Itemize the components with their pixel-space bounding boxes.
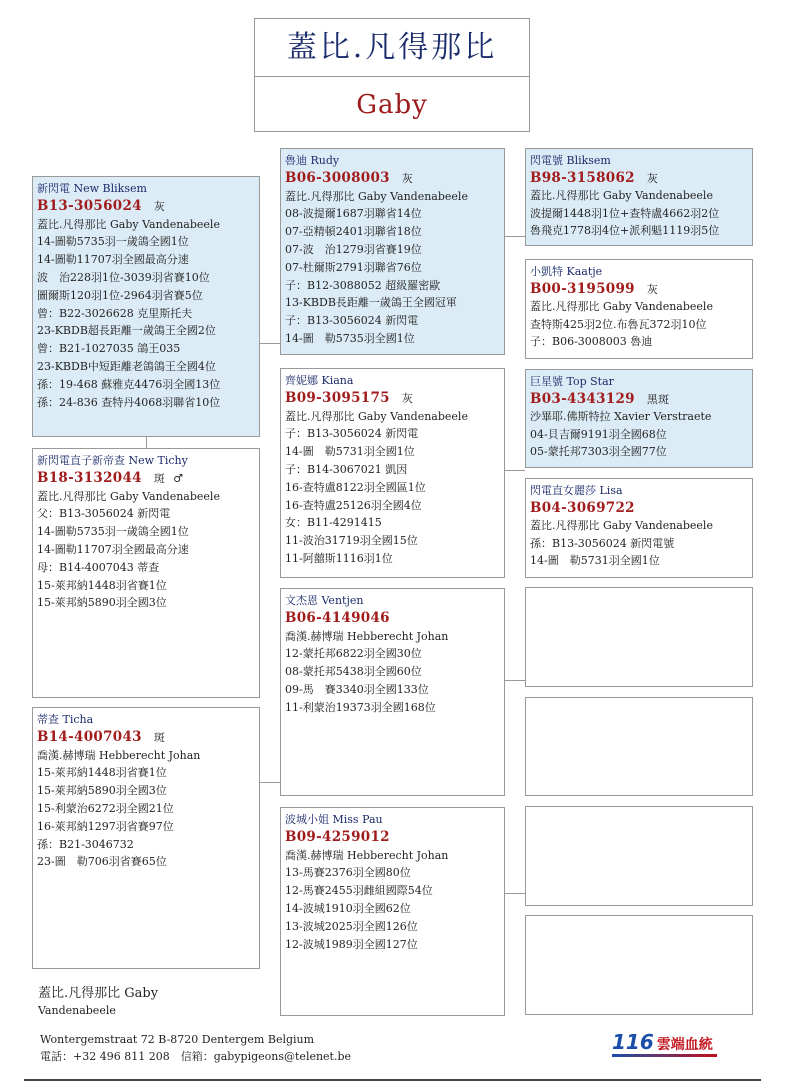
ring-number: B18-3132044 xyxy=(37,469,142,486)
pigeon-name: 閃電號 Bliksem xyxy=(530,154,611,167)
ring-number: B09-3095175 xyxy=(285,389,390,406)
ring-number-row xyxy=(285,390,500,408)
empty-card xyxy=(525,587,753,687)
breeder-phone-email: 電話：+32 496 811 208 信箱：gabypigeons@telenet.be xyxy=(40,1050,352,1063)
ring-number: B13-3056024 xyxy=(37,197,142,214)
pedigree-note-line: 魯飛克1778羽4位+派利魁1119羽5位 xyxy=(530,224,720,237)
pigeon-card-dam-sire xyxy=(280,588,505,796)
pedigree-note-line: 女：B11-4291415 xyxy=(285,516,382,530)
pedigree-note-line: 波提爾1448羽1位+查特盧4662羽2位 xyxy=(530,206,720,220)
connector-line xyxy=(259,343,280,344)
ring-number-row xyxy=(530,170,748,188)
pedigree-note-line: 09-馬 賽3340羽全國133位 xyxy=(285,682,429,696)
logo xyxy=(612,1030,722,1058)
pigeon-name: 新閃電直子新帝查 New Tichy xyxy=(37,454,188,467)
pigeon-card-sd-sire xyxy=(525,369,753,468)
pedigree-note-line: 14-圖勒11707羽全國最高分速 xyxy=(37,542,189,556)
pedigree-note-line: 16-查特盧8122羽全國區1位 xyxy=(285,480,426,494)
pedigree-note-line: 08-蒙托邦5438羽全國60位 xyxy=(285,665,422,679)
connector-line xyxy=(504,893,525,894)
pedigree-note-line: 子：B12-3088052 超級羅密歐 xyxy=(285,278,441,292)
pedigree-note-line: 蓋比.凡得那比 Gaby Vandenabeele xyxy=(285,409,468,423)
owner-name-chinese: 蓋比.凡得那比 xyxy=(286,30,498,65)
pedigree-notes xyxy=(530,408,748,461)
color-label: 灰 xyxy=(646,282,659,296)
breeder-address: Wontergemstraat 72 B-8720 Dentergem Belgium xyxy=(40,1033,315,1046)
pedigree-note-line: 13-KBDB長距離一歲鴿王全國冠軍 xyxy=(285,296,457,310)
pigeon-card-subject xyxy=(32,176,260,437)
breeder-name-line1: 蓋比.凡得那比 Gaby xyxy=(38,986,159,1001)
pedigree-note-line: 15-利蒙治6272羽全國21位 xyxy=(37,801,174,815)
ring-number-row xyxy=(285,829,500,847)
pedigree-note-line: 子：B06-3008003 魯迪 xyxy=(530,335,653,348)
pedigree-notes xyxy=(530,517,748,570)
ring-number-row xyxy=(530,281,748,299)
ring-number: B03-4343129 xyxy=(530,390,635,407)
pedigree-note-line: 15-萊邦納5890羽全國3位 xyxy=(37,596,167,610)
pedigree-note-line: 14-圖 勒5731羽全國1位 xyxy=(285,445,415,459)
pedigree-note-line: 11-波治31719羽全國15位 xyxy=(285,534,418,548)
pigeon-name: 新閃電 New Bliksem xyxy=(37,182,147,195)
breeder-name xyxy=(38,984,268,1018)
pedigree-note-line: 圖爾斯120羽1位-2964羽省賽5位 xyxy=(37,288,203,302)
ring-number-row xyxy=(37,470,255,488)
pedigree-note-line: 12-波城1989羽全國127位 xyxy=(285,937,418,951)
empty-card xyxy=(525,697,753,796)
color-label: 灰 xyxy=(401,171,414,185)
breeder-contact xyxy=(40,1031,480,1065)
pedigree-note-line: 父：B13-3056024 新閃電 xyxy=(37,507,171,521)
pedigree-note-line: 子：B14-3067021 凱因 xyxy=(285,462,408,476)
pedigree-note-line: 05-蒙托邦7303羽全國77位 xyxy=(530,445,667,458)
pedigree-note-line: 13-馬賽2376羽全國80位 xyxy=(285,866,411,880)
pigeon-name: 閃電直女麗莎 Lisa xyxy=(530,484,623,497)
pigeon-card-ss-dam xyxy=(525,259,753,359)
pedigree-note-line: 喬漢.赫博瑞 Hebberecht Johan xyxy=(37,748,201,762)
color-label: 斑 xyxy=(153,471,166,485)
pedigree-note-line: 12-馬賽2455羽雌組國際54位 xyxy=(285,884,433,898)
ring-number-row xyxy=(530,391,748,409)
pedigree-note-line: 沙畢耶.佛斯特拉 Xavier Verstraete xyxy=(530,410,712,423)
ring-number: B00-3195099 xyxy=(530,280,635,297)
ring-number-row xyxy=(285,610,500,628)
pedigree-note-line: 15-萊邦納1448羽省賽1位 xyxy=(37,766,167,780)
pedigree-note-line: 喬漢.赫博瑞 Hebberecht Johan xyxy=(285,848,449,862)
pedigree-note-line: 16-查特盧25126羽全國4位 xyxy=(285,498,422,512)
pedigree-notes xyxy=(37,488,255,613)
color-label: 灰 xyxy=(646,171,659,185)
logo-number: 116 xyxy=(612,1030,654,1054)
pigeon-name: 齊妮娜 Kiana xyxy=(285,374,354,387)
pedigree-note-line: 蓋比.凡得那比 Gaby Vandenabeele xyxy=(530,519,713,532)
pigeon-name: 巨星號 Top Star xyxy=(530,375,614,388)
pigeon-card-ss-sire xyxy=(525,148,753,246)
pigeon-name: 蒂查 Ticha xyxy=(37,713,94,726)
pedigree-note-line: 23-KBDB超長距離一歲鴿王全國2位 xyxy=(37,324,216,338)
pedigree-notes xyxy=(530,187,748,240)
ring-number: B06-3008003 xyxy=(285,169,390,186)
ring-number: B04-3069722 xyxy=(530,499,635,516)
pedigree-note-line: 子：B13-3056024 新閃電 xyxy=(285,314,419,328)
pedigree-note-line: 11-利蒙治19373羽全國168位 xyxy=(285,700,436,714)
pedigree-note-line: 14-圖勒11707羽全國最高分速 xyxy=(37,253,189,267)
pedigree-notes xyxy=(37,747,255,872)
pedigree-note-line: 曾：B21-1027035 鴿王035 xyxy=(37,342,181,356)
pedigree-note-line: 15-萊邦納1448羽省賽1位 xyxy=(37,578,167,592)
pedigree-notes xyxy=(285,628,500,717)
color-label: 斑 xyxy=(153,730,166,744)
pedigree-notes xyxy=(285,847,500,954)
pedigree-note-line: 母：B14-4007043 蒂查 xyxy=(37,560,160,574)
pedigree-notes xyxy=(530,298,748,351)
pigeon-card-sibling xyxy=(32,448,260,698)
ring-number: B14-4007043 xyxy=(37,728,142,745)
ring-number-row xyxy=(37,729,255,747)
ring-number: B09-4259012 xyxy=(285,828,390,845)
pedigree-notes xyxy=(37,216,255,412)
pedigree-note-line: 蓋比.凡得那比 Gaby Vandenabeele xyxy=(530,189,713,202)
color-label: 灰 xyxy=(153,199,166,213)
pigeon-name: 魯迪 Rudy xyxy=(285,154,340,167)
pigeon-card-dam-dam xyxy=(280,807,505,1016)
pedigree-note-line: 孫：19-468 蘇雅克4476羽全國13位 xyxy=(37,377,221,391)
pedigree-note-line: 04-貝吉爾9191羽全國68位 xyxy=(530,427,667,441)
pedigree-notes xyxy=(285,188,500,348)
pedigree-note-line: 14-波城1910羽全國62位 xyxy=(285,901,411,915)
pedigree-note-line: 孫：B21-3046732 xyxy=(37,837,134,851)
ring-number: B98-3158062 xyxy=(530,169,635,186)
pigeon-card-dam-of-sire xyxy=(280,368,505,578)
bottom-rule xyxy=(24,1079,761,1081)
connector-line xyxy=(504,680,525,681)
pigeon-card-sd-dam xyxy=(525,478,753,578)
connector-line xyxy=(504,470,525,471)
empty-card xyxy=(525,915,753,1015)
ring-number-row xyxy=(285,170,500,188)
pedigree-note-line: 16-萊邦納1297羽省賽97位 xyxy=(37,819,174,833)
pedigree-note-line: 蓋比.凡得那比 Gaby Vandenabeele xyxy=(37,489,220,503)
pedigree-note-line: 23-圖 勒706羽省賽65位 xyxy=(37,855,167,869)
pedigree-note-line: 蓋比.凡得那比 Gaby Vandenabeele xyxy=(285,189,468,203)
pedigree-note-line: 孫：B13-3056024 新閃電號 xyxy=(530,536,675,550)
pigeon-name: 小凱特 Kaatje xyxy=(530,265,603,278)
pedigree-note-line: 蓋比.凡得那比 Gaby Vandenabeele xyxy=(37,217,220,231)
pedigree-note-line: 查特斯425羽2位.布魯瓦372羽10位 xyxy=(530,317,707,331)
pigeon-card-sire xyxy=(280,148,505,355)
title-box xyxy=(254,18,530,132)
color-label: 黑斑 xyxy=(646,392,670,406)
pedigree-note-line: 14-圖 勒5735羽全國1位 xyxy=(285,331,415,345)
pedigree-note-line: 波 治228羽1位-3039羽省賽10位 xyxy=(37,270,210,284)
connector-line xyxy=(504,236,525,237)
pedigree-note-line: 喬漢.赫博瑞 Hebberecht Johan xyxy=(285,629,449,643)
pigeon-name: 波城小姐 Miss Pau xyxy=(285,813,383,826)
ring-number-row xyxy=(37,198,255,216)
pedigree-note-line: 07-杜爾斯2791羽聯省76位 xyxy=(285,260,422,274)
pedigree-note-line: 07-亞精頓2401羽聯省18位 xyxy=(285,225,422,239)
connector-line xyxy=(146,436,147,448)
pedigree-note-line: 14-圖 勒5731羽全國1位 xyxy=(530,554,660,567)
empty-card xyxy=(525,806,753,906)
connector-line xyxy=(259,782,280,783)
pedigree-note-line: 07-波 治1279羽省賽19位 xyxy=(285,242,422,256)
pedigree-note-line: 孫：24-836 查特丹4068羽聯省10位 xyxy=(37,395,221,409)
pedigree-note-line: 14-圖勒5735羽一歲鴿全國1位 xyxy=(37,525,189,539)
ring-number: B06-4149046 xyxy=(285,609,390,626)
owner-name-english: Gaby xyxy=(356,90,428,120)
ring-number-row xyxy=(530,500,748,518)
pedigree-notes xyxy=(285,408,500,568)
logo-underline xyxy=(612,1054,717,1057)
pigeon-card-dam xyxy=(32,707,260,969)
pigeon-name: 文杰恩 Ventjen xyxy=(285,594,364,607)
pedigree-note-line: 08-波提爾1687羽聯省14位 xyxy=(285,207,422,221)
pedigree-note-line: 曾：B22-3026628 克里斯托夫 xyxy=(37,306,193,320)
pedigree-note-line: 12-蒙托邦6822羽全國30位 xyxy=(285,647,422,661)
color-label: 灰 xyxy=(401,391,414,405)
pedigree-note-line: 11-阿囍斯1116羽1位 xyxy=(285,551,393,565)
pedigree-note-line: 13-波城2025羽全國126位 xyxy=(285,919,418,933)
pedigree-note-line: 23-KBDB中短距離老鴿鴿王全國4位 xyxy=(37,359,216,373)
logo-text: 雲端血統 xyxy=(656,1037,713,1053)
pedigree-note-line: 蓋比.凡得那比 Gaby Vandenabeele xyxy=(530,300,713,313)
pedigree-note-line: 子：B13-3056024 新閃電 xyxy=(285,427,419,441)
breeder-name-line2: Vandenabeele xyxy=(38,1004,116,1017)
sex-icon: ♂ xyxy=(173,471,184,485)
pedigree-note-line: 15-萊邦納5890羽全國3位 xyxy=(37,784,167,798)
pedigree-note-line: 14-圖勒5735羽一歲鴿全國1位 xyxy=(37,235,189,249)
